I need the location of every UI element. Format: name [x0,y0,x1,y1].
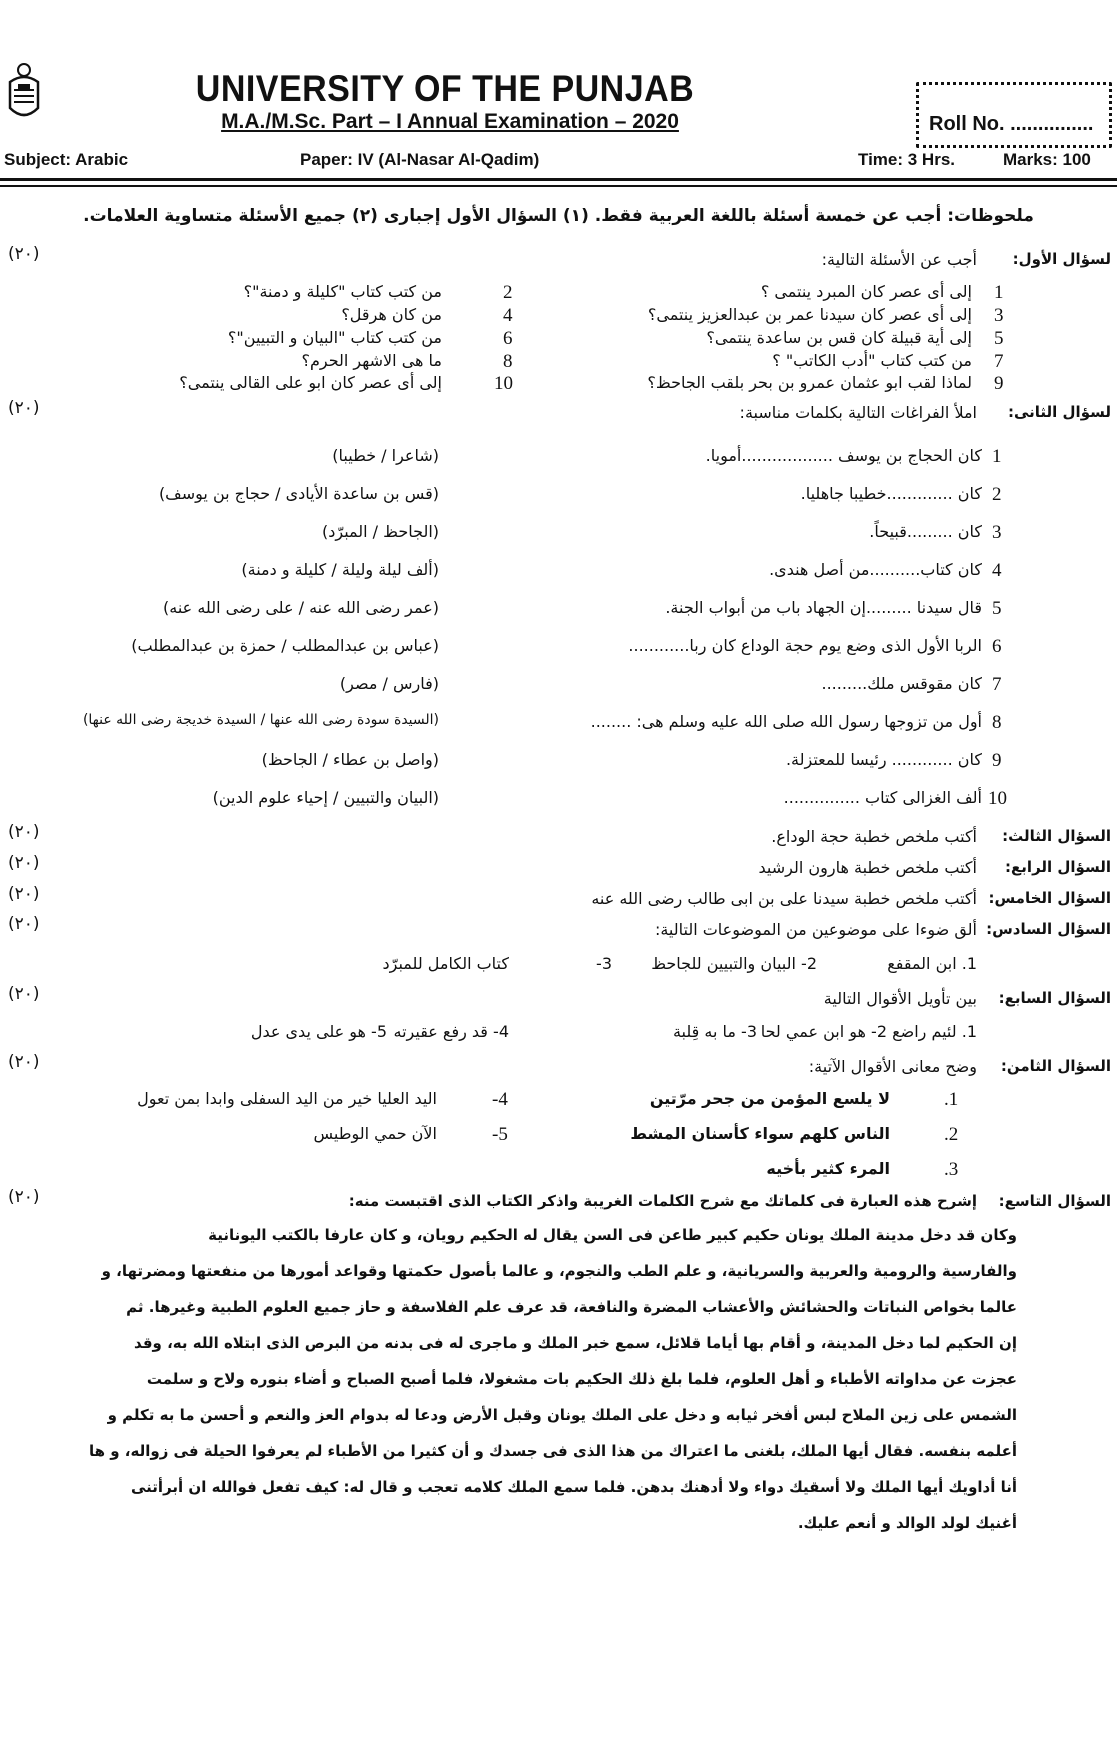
q4-prompt: أكتب ملخص خطبة هارون الرشيد [758,858,977,877]
q9-prompt: إشرح هذه العبارة فى كلماتك مع شرح الكلمات الغريبة واذكر الكتاب الذى اقتبست منه: [348,1192,977,1210]
university-crest-logo [4,62,44,128]
q7-prompt: بين تأويل الأقوال التالية [823,989,977,1008]
header-divider [0,185,1117,187]
q8-label: السؤال الثامن: [1000,1057,1111,1075]
item-number: 4 [503,305,513,326]
item-number: 7 [994,351,1004,372]
q8-item: الناس كلهم سواء كأسنان المشط [630,1124,890,1143]
q8-item: المرء كثير بأخيه [766,1159,890,1178]
passage-line: عالما بخواص النباتات والحشائش والأعشاب المضرة والنافعة، قد عرف علم الفلاسفة و حاز جميع العلوم الطبية وغيرها. ثم [126,1298,1017,1316]
q1-item: إلى أى عصر كان سيدنا عمر بن عبدالعزيز ينتمى؟ [647,305,972,324]
passage-line: عجزت عن مداواته الأطباء و أهل العلوم، فلما بلغ ذلك الحكيم بات مشغولا، فلما أصبح الصباح و أضاء بنوره ولاح و سلمت [146,1370,1017,1388]
instructions: ملحوظات: أجب عن خمسة أسئلة باللغة العربية فقط. (١) السؤال الأول إجبارى (٢) جميع الأسئلة متساوية العلامات. [83,206,1034,226]
q2-item: الربا الأول الذى وضع يوم حجة الوداع كان ربا............ [628,636,982,655]
passage-line: الشمس على زين الملاح لبس أفخر ثيابه و دخل على الملك يونان وقبل الأرض ودعا له بدوام العز والنعم و أحسن ما به تكلم و [107,1406,1017,1424]
item-number: 2 [992,484,1002,505]
header-divider [0,178,1117,181]
q2-options: (فارس / مصر) [339,674,439,693]
q7-item: 5- هو على يدى عدل [250,1022,387,1041]
q1-item: من كتب كتاب "البيان و التبيين"؟ [227,328,442,347]
q1-item: ما هى الاشهر الحرم؟ [301,351,442,370]
item-number: 7 [992,674,1002,695]
q7-item: 3- ما به قِلبة [672,1022,757,1041]
q2-item: ألف الغزالى كتاب ............... [783,788,982,807]
q7-item: 1. لئيم راضع [892,1022,977,1041]
q3-prompt: أكتب ملخص خطبة حجة الوداع. [771,827,977,846]
item-number: 1 [994,282,1004,303]
q6-item: 1. ابن المقفع [887,954,977,973]
q7-item: 4- قد رفع عقيرته [393,1022,509,1041]
q2-options: (ألف ليلة وليلة / كليلة و دمنة) [241,560,439,579]
q8-item: اليد العليا خير من اليد السفلى وابدا بمن تعول [137,1089,437,1108]
q2-options: (عمر رضى الله عنه / على رضى الله عنه) [163,598,439,617]
item-number: 10 [988,788,1007,809]
item-number: 6 [503,328,513,349]
q2-item: كان مقوقس ملك......... [821,674,982,693]
q1-item: من كتب كتاب "كليلة و دمنة"؟ [243,282,442,301]
q2-item: كان .........قبيحاً. [869,522,982,541]
q2-item: كان ............ رئيسا للمعتزلة. [785,750,982,769]
q9-label: السؤال التاسع: [998,1192,1111,1210]
question-marks: (٢٠) [8,822,40,842]
q2-item: كان كتاب..........من أصل هندى. [769,560,982,579]
q2-options: (الجاحظ / المبرّد) [322,522,439,541]
passage-line: إن الحكيم لما دخل المدينة، و أقام بها أياما قلائل، سمع خبر الملك و ماجرى له فى بدنه من البرص الذى ابتلاه الله به، وقد [134,1334,1017,1352]
q6-prompt: ألق ضوءا على موضوعين من الموضوعات التالية: [654,920,977,939]
item-number: 1 [992,446,1002,467]
q2-item: كان الحجاج بن يوسف ..................أمويا. [705,446,982,465]
q1-item: إلى أى عصر كان المبرد ينتمى ؟ [760,282,972,301]
q8-item: الآن حمي الوطيس [313,1124,437,1143]
passage-line: أنا أداويك أيها الملك ولا أسقيك دواء ولا أدهنك بدهن. فلما سمع الملك كلامه تعجب و قال له: كيف تفعل فوالله ان أبرأتنى [131,1478,1017,1496]
item-number: .3 [944,1159,959,1180]
item-number: 8 [503,351,513,372]
q1-prompt: أجب عن الأسئلة التالية: [821,250,977,269]
paper-label: Paper: IV (Al-Nasar Al-Qadim) [300,150,540,169]
question-marks: (٢٠) [8,914,40,934]
q8-item: لا يلسع المؤمن من جحر مرّتين [649,1089,890,1108]
university-title: UNIVERSITY OF THE PUNJAB [195,68,695,109]
q7-item: 2- هو ابن عمي لحا [760,1022,887,1041]
question-marks: (٢٠) [8,1187,40,1207]
item-number: 4 [992,560,1002,581]
total-marks-label: Marks: 100 [1003,150,1091,169]
q2-item: كان .............خطيبا جاهليا. [800,484,982,503]
q6-item: 3- [596,954,612,973]
item-number: 8 [992,712,1002,733]
q2-item: أول من تزوجها رسول الله صلى الله عليه وسلم هى: ........ [590,712,982,731]
q5-label: السؤال الخامس: [988,889,1111,907]
passage-line: أغنيك لولد الوالد و أنعم عليك. [797,1514,1017,1532]
q2-prompt: املأ الفراغات التالية بكلمات مناسبة: [739,403,977,422]
item-number: 9 [994,373,1004,394]
q2-item: قال سيدنا .........إن الجهاد باب من أبواب الجنة. [665,598,982,617]
item-number: 5 [992,598,1002,619]
item-number: 3 [992,522,1002,543]
question-marks: (٢٠) [8,884,40,904]
item-number: 2 [503,282,513,303]
q2-options: (عباس بن عبدالمطلب / حمزة بن عبدالمطلب) [131,636,439,655]
q6-item: 2- البيان والتبيين للجاحظ [651,954,817,973]
q1-item: إلى أية قبيلة كان قس بن ساعدة ينتمى؟ [706,328,972,347]
q4-label: السؤال الرابع: [1005,858,1111,876]
item-number: .2 [944,1124,959,1145]
question-marks: (٢٠) [8,1052,40,1072]
q3-label: السؤال الثالث: [1002,827,1111,845]
q6-item: كتاب الكامل للمبرّد [382,954,509,973]
item-number: -5 [492,1124,508,1145]
q5-prompt: أكتب ملخص خطبة سيدنا على بن ابى طالب رضى الله عنه [591,889,977,908]
roll-number-label: Roll No. ............... [929,113,1094,135]
q2-options: (شاعرا / خطيبا) [332,446,439,465]
q6-label: السؤال السادس: [986,920,1111,938]
q2-options: (السيدة سودة رضى الله عنها / السيدة خديجة رضى الله عنها) [82,712,439,728]
item-number: 5 [994,328,1004,349]
q2-options: (واصل بن عطاء / الجاحظ) [261,750,439,769]
question-marks: (٢٠) [8,398,40,418]
q1-label: لسؤال الأول: [1012,250,1111,268]
item-number: 9 [992,750,1002,771]
q2-label: لسؤال الثانى: [1007,403,1111,421]
item-number: 6 [992,636,1002,657]
question-marks: (٢٠) [8,244,40,264]
passage-line: والفارسية والرومية والعربية والسريانية، و علم الطب والنجوم، و عالما بأصول حكمتها وقواعد أمورها من منفعتها ومضرتها، و [101,1262,1017,1280]
question-marks: (٢٠) [8,984,40,1004]
roll-number-box [916,82,1112,148]
item-number: -4 [492,1089,508,1110]
passage-line: أعلمه بنفسه. فقال أيها الملك، بلغنى ما اعتراك من هذا الذى فى جسدك و أن كثيرا من الأطباء لم يعرفوا الحيلة فى زواله، و ها [89,1442,1017,1460]
exam-title: M.A./M.Sc. Part – I Annual Examination – 2020 [221,110,679,133]
q7-label: السؤال السابع: [998,989,1111,1007]
time-label: Time: 3 Hrs. [858,150,956,169]
passage-line: وكان قد دخل مدينة الملك يونان حكيم كبير طاعن فى السن يقال له الحكيم رويان، و كان عارفا بالكتب اليونانية [208,1226,1017,1244]
q8-prompt: وضح معانى الأقوال الآتية: [808,1057,977,1076]
q2-options: (قس بن ساعدة الأيادى / حجاج بن يوسف) [158,484,439,503]
question-marks: (٢٠) [8,853,40,873]
subject-label: Subject: Arabic [4,150,129,169]
q1-item: من كان هرقل؟ [341,305,442,324]
item-number: 3 [994,305,1004,326]
q1-item: إلى أى عصر كان ابو على القالى ينتمى؟ [179,373,442,392]
q2-options: (البيان والتبيين / إحياء علوم الدين) [212,788,439,807]
item-number: .1 [944,1089,959,1110]
q1-item: من كتب كتاب "أدب الكاتب" ؟ [772,351,972,370]
item-number: 10 [494,373,513,394]
q1-item: لماذا لقب ابو عثمان عمرو بن بحر بلقب الجاحظ؟ [647,373,972,392]
